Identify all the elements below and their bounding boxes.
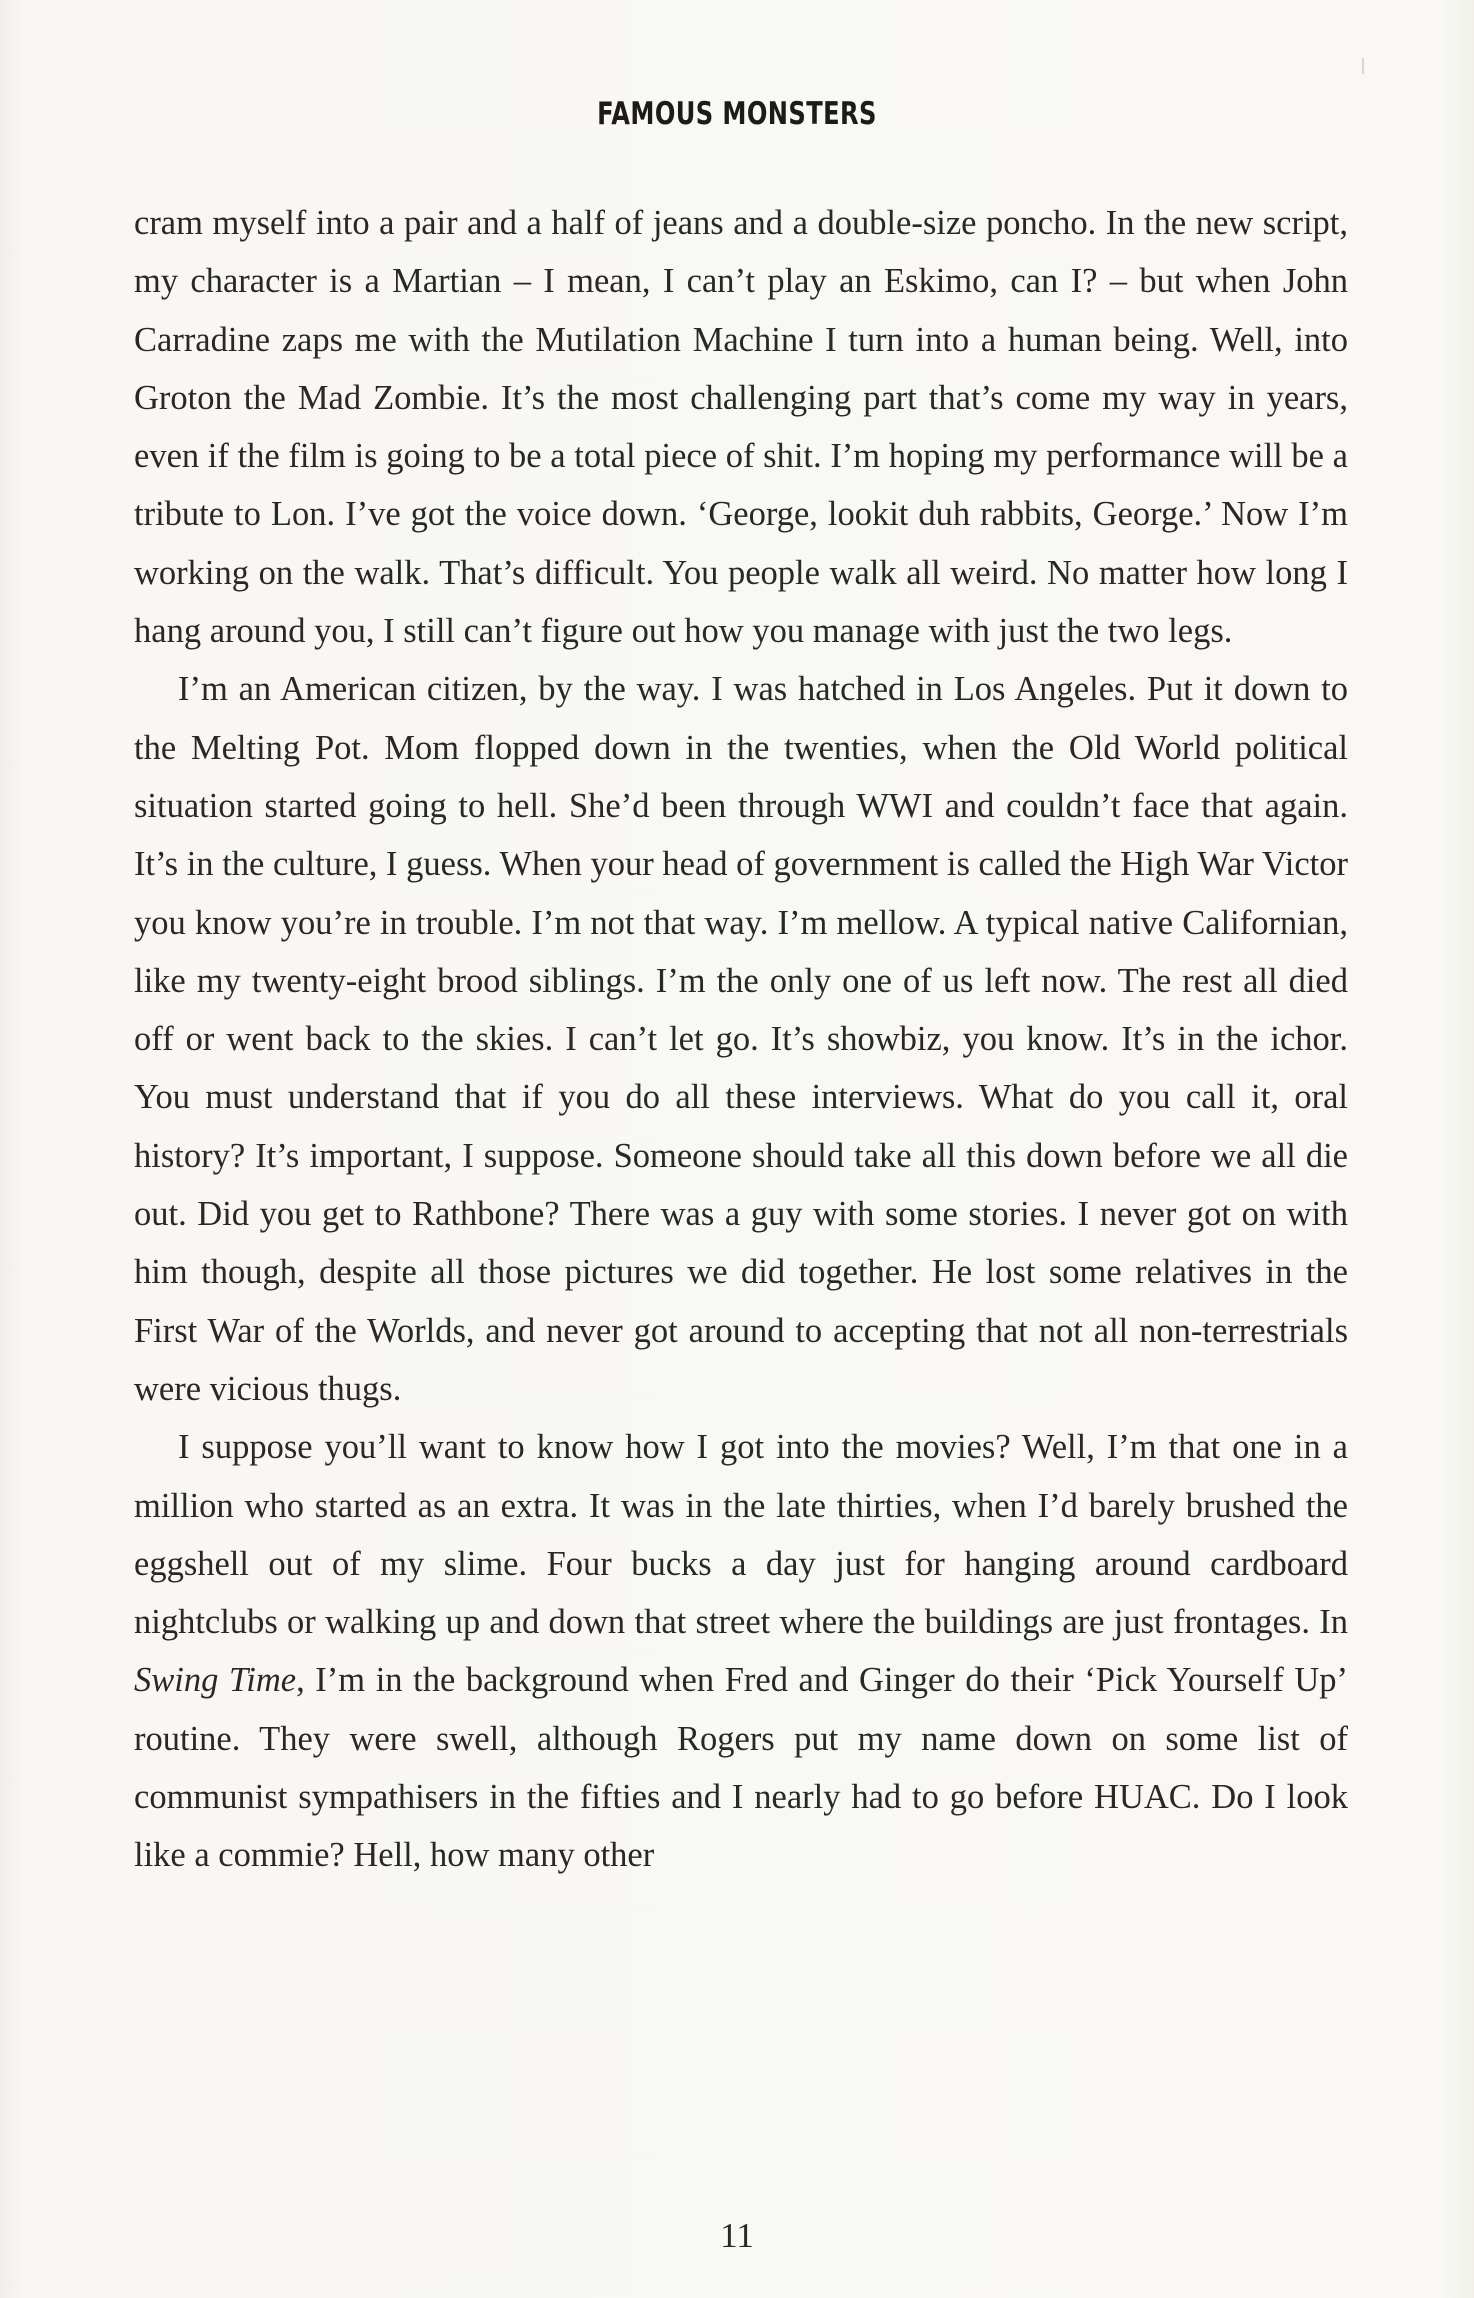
paragraph-3-text-after: , I’m in the background when Fred and Ginger do their ‘Pick Yourself Up’ routine. They were swell, although Rogers put my name down on some list of communist sympathisers in the fifties and I nearly had to go before HUAC. Do I look like a commie? Hell, how many other [134, 1661, 1348, 1875]
page-number: 11 [720, 2216, 754, 2255]
paragraph-3 [134, 1418, 1348, 1884]
film-title: Swing Time [134, 1661, 297, 1700]
running-head-title: FAMOUS MONSTERS [597, 96, 877, 132]
paragraph-3-text-before: I suppose you’ll want to know how I got into the movies? Well, I’m that one in a million who started as an extra. It was in the late thirties, when I’d barely brushed the eggshell out of my slime. Four bucks a day just for hanging around cardboard nightclubs or walking up and down that street where the buildings are just frontages. In [134, 1428, 1348, 1642]
paragraph-2: I’m an American citizen, by the way. I was hatched in Los Angeles. Put it down to the Melting Pot. Mom flopped down in the twenties, when the Old World political situation started going to hell. She’d been through WWI and couldn’t face that again. It’s in the culture, I guess. When your head of government is called the High War Victor you know you’re in trouble. I’m not that way. I’m mellow. A typical native Californian, like my twenty-eight brood siblings. I’m the only one of us left now. The rest all died off or went back to the skies. I can’t let go. It’s showbiz, you know. It’s in the ichor. You must understand that if you do all these interviews. What do you call it, oral history? It’s important, I suppose. Someone should take all this down before we all die out. Did you get to Rathbone? There was a guy with some stories. I never got on with him though, despite all those pictures we did together. He lost some relatives in the First War of the Worlds, and never got around to accepting that not all non-terrestrials were vicious thugs. [134, 670, 1348, 1408]
body-text [134, 194, 1348, 1885]
paragraph-1: cram myself into a pair and a half of jeans and a double-size poncho. In the new script, my character is a Martian – I mean, I can’t play an Eskimo, can I? – but when John Carradine zaps me with the Mutilation Machine I turn into a human being. Well, into Groton the Mad Zombie. It’s the most challenging part that’s come my way in years, even if the film is going to be a total piece of shit. I’m hoping my performance will be a tribute to Lon. I’ve got the voice down. ‘George, lookit duh rabbits, George.’ Now I’m working on the walk. That’s difficult. You people walk all weird. No matter how long I hang around you, I still can’t figure out how you manage with just the two legs. [134, 204, 1348, 651]
page-edge-mark [1362, 58, 1364, 74]
